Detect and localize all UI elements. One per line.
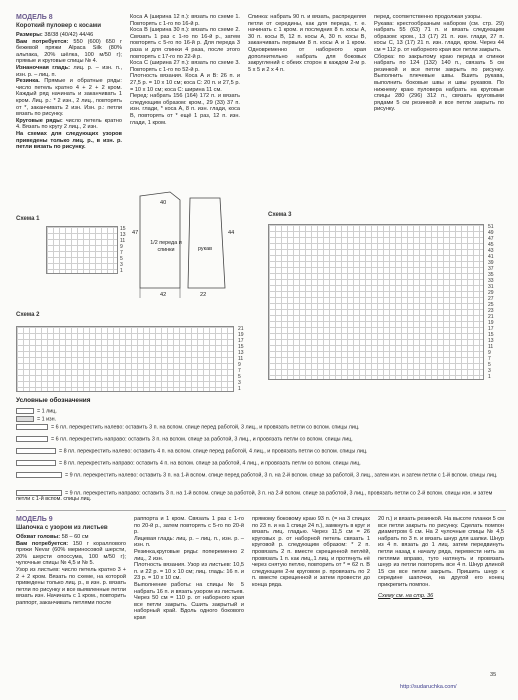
- circ-label: Круговые ряды:: [16, 117, 63, 124]
- dim-3: 47: [132, 230, 139, 236]
- dim-5: 40: [160, 200, 167, 206]
- pattern-sleeve-label: рукав: [198, 246, 212, 252]
- circ-text: число петель кратно 4. Вязать по кругу 2 лиц., 2 изн.: [16, 117, 122, 131]
- purl-text: лиц. р. – изн. п., изн. р. – лиц. п.: [16, 64, 122, 78]
- legend-symbol: [16, 424, 48, 430]
- back-text: Спинка: набрать 90 п. и вязать, распределяя петли от середины, как для переда, т. е. начинать с 1 кром. и последних 8 п. косы А, 30 п. косы В, 12 п. косы А, 30 п. косы В, заканчивать первыми 8 п. косы А и 1 кром. Одновременно от наборного края дополнительно набрать для боковых закруглений с обеих сторон в каждом 2-м р. 5 х 5 и 2 х 4 п.: [248, 14, 366, 73]
- m9-col2-text: раппорта и 1 кром. Связать 1 раз с 1-го по 20-й р., затем повторять с 5-го по 20-й р.: [134, 516, 244, 536]
- m9-density: Плотность вязания. Узор из листьев: 10,5 п. и 22 р. = 10 х 10 см; лиц. гладь: 16 п. и 23 р. = 10 х 10 см.: [134, 562, 244, 582]
- page-number: 35: [490, 672, 497, 678]
- legend-item: = 1 изн.: [16, 416, 56, 422]
- m9-col4-text: 20 п.) и вязать резинкой. На высоте планки 5 см все петли закрыть по рисунку. Сделать помпон диаметром 6 см. На 2 чулочные спицы № 4,5 набрать по 3 п. и вязать шнур для шапки. Шнур из 4 п. вязать до 1 лиц. затем передвинуть петли назад к началу ряда, перевести нить за петлями вправо, туго натянуть и провязать шнур из петли повторять все 4 п. Шнур длиной 15 см все петли закрыть. Пришить шнур к середине шапочки, на другой его конец прикрепить помпон.: [378, 516, 504, 588]
- legend-title: Условные обозначения: [16, 397, 91, 404]
- m9-pattern-text: Узор из листьев: число петель кратно 3 + 2 + 2 кром. Вязать по схеме, на которой приведены только лиц. р., в изн. р. вязать петли по рисунку и все выявленные петли вязать изн. Начинать с 1 кром., повторить раппорт, заканчивать петлями после: [16, 566, 126, 606]
- scheme3-row-numbers: 51 49 47 45 43 41 39 37 35 33 31 29 27 25 23 21 19 17 15 13 11 9 7 5 3 1: [488, 224, 494, 380]
- model9-subtitle: Шапочка с узором из листьев: [16, 524, 108, 531]
- rib-text: Прямые и обратные ряды: число петель кратно 4 + 2 + 2 кром. Каждый ряд начинать и заканчивать 1 кром. Лиц. р.: * 2 изн., 2 лиц., повторять от *, заканчивать 2 изн. Изн. р.: петли вязать по рисунку.: [16, 78, 122, 118]
- kosa-b-text: Коса В (ширина 30 п.): вязать по схеме 2. Связать 1 раз с 1-го по 16-й р., затем повторять с 5-го по 16-й р. Для переда 3 раза и для спинки 4 раза, после этого повторять с 17-го по 22-й р.: [130, 27, 240, 60]
- kosa-a-text: Коса А (ширина 12 п.): вязать по схеме 1. Повторять с 1-го по 16-й р.: [130, 14, 240, 27]
- source-url[interactable]: http://sudaruchka.com/: [400, 684, 457, 690]
- dim-4: 44: [228, 230, 235, 236]
- dim-2: 22: [200, 292, 207, 298]
- legend-symbol: [16, 436, 48, 442]
- model9-col3: [252, 516, 370, 589]
- materials-label: Вам потребуется:: [16, 38, 69, 45]
- model8-col4: [374, 14, 504, 113]
- schemes-note: На схемах для следующих узоров приведены только лиц. р., в изн. р. петли вязать по рисунку.: [16, 130, 122, 151]
- scheme1-grid: [46, 226, 118, 274]
- purl-label: Изнаночная гладь:: [16, 64, 70, 71]
- m9-col3-text: прямому боковому краю 93 п. (= на 3 спицах по 23 п. и на 1 спице 24 п.), замкнуть в круг и вязать лиц. гладью. Через 11,5 см = 26 круговых р. от наборной петель связать 1 круговой р. следующим образом: * 2 п. провязать 2 п. вместе скрещенной петлёй, провязать 1 п. как лиц.,1 лиц. и протянуть её через снятую петлю, повторить от * = 62 п. В следующем 2-м круговом р. провязать по 2 п. вместе скрещенной и затем провести до конца ряда.: [252, 516, 370, 588]
- m9-stockinette: Лицевая гладь: лиц. р. – лиц. п., изн. р. – изн. п.: [134, 535, 244, 549]
- m9-materials-label: Вам потребуется:: [16, 540, 69, 547]
- model8-col3: [248, 14, 366, 73]
- assembly-text: Сборка: по закрытому краю переда и спинки набрать по 124 (132) 140 п., связать 5 см резинкой и все петли закрыть по рисунку. Выполнить плечевые швы. Вшить рукава, выполнить боковые швы и швы рукавов. По нижнему краю пуловера набрать на круговые спицы 280 (296) 312 п., связать круговыми рядами 5 см резинкой и все петли закрыть по рисунку.: [374, 53, 504, 113]
- dim-1: 42: [160, 292, 167, 298]
- model8-title: МОДЕЛЬ 8: [16, 14, 53, 21]
- model9-col2: [134, 516, 244, 622]
- model9-title: МОДЕЛЬ 9: [16, 516, 53, 523]
- scheme1-label: Схема 1: [16, 216, 40, 222]
- scheme3-grid: [268, 224, 484, 380]
- scheme2-grid: [16, 326, 234, 392]
- model8-subtitle: Короткий пуловер с косами: [16, 22, 102, 29]
- front-text: Перед: набрать 156 (164) 172 п. и вязать следующим образом: кром., 29 (33) 37 п. изн. глади, * коса А, 8 п. изн. глади, коса В, повторять от * ещё 1 раз, 12 п. изн. глади, 1 кром.: [130, 93, 240, 126]
- kosa-c-text: Коса С (ширина 27 п.): вязать по схеме 3. Повторять с 1-го по 52-й р.: [130, 60, 240, 73]
- m9-circ: Резинка,круговые ряды: попеременно 2 лиц., 2 изн.: [134, 548, 244, 562]
- model8-col2: [130, 14, 240, 126]
- legend-item: = 6 пл. перекрестить налево: оставить 3 п. на вспом. спице перед работой, 3 лиц., и провязать петли со вспом. спицы лиц.: [16, 424, 360, 430]
- head-size-label: Обхват головы:: [16, 534, 61, 540]
- model9-col4: [378, 516, 504, 599]
- legend-symbol: [16, 416, 34, 422]
- legend-item: = 8 пл. перекрестить налево: оставить 4 п. на вспом. спице перед работой, 4 лиц., и провязать петли со вспом. спицы лиц.: [16, 448, 368, 454]
- neck-text: перед, соответственно продолжая узоры.: [374, 14, 482, 20]
- legend-item: = 9 пл. перекрестить налево: оставить 3 п. на 1-й вспом. спице перед работой, 3 п. на 2-й вспом. спице за работой, 3 лиц., затем изн. и затем петли с 1-й вспом. спицы лиц.: [16, 472, 506, 478]
- rib-label: Резинка.: [16, 78, 40, 85]
- section-divider: [16, 510, 506, 511]
- materials-text: 550 (600) 650 г бежевой пряжи Alpaca Silk (80% альпака, 20% шёлка, 100 м/50 г); прямые и круговые спицы № 4.: [16, 38, 122, 65]
- model8-col1: [16, 14, 122, 151]
- legend-item: = 1 лиц.: [16, 408, 57, 414]
- model9-col1: [16, 516, 126, 607]
- density-text: Плотность вязания. Коса А и В: 26 п. и 27,5 р. = 10 х 10 см; коса С: 20 п. и 27,5 р. = 10 х 10 см; коса С: ширина 11 см.: [130, 73, 240, 93]
- legend-symbol: [16, 472, 62, 478]
- legend-item: = 8 пл. перекрестить направо: оставить 4 п. на вспом. спице за работой, 4 лиц., и провязать петли со вспом. спицы лиц.: [16, 460, 361, 466]
- legend-symbol: [16, 408, 34, 414]
- sizes-value: 38/38 (40/42) 44/46: [44, 32, 94, 38]
- m9-materials-text: 150 г кораллового пряжи Nevar (60% мериносовой шерсти, 20% шерсти опоссума, 100 м/50 г); чулочные спицы № 4,5 и № 5.: [16, 540, 127, 567]
- sizes-label: Размеры:: [16, 32, 43, 38]
- scheme-reference: Схему см. на стр. 36: [378, 592, 434, 599]
- sleeves-text: Рукава: крестообразным набором (см. стр. 29) набрать 55 (63) 71 п. и вязать следующим образом: кром., 13 (17) 21 п. изн. глади, 27 п. косы С, 13 (17) 21 п. изн. глади, кром. Через 44 см = 112 р. от наборного края все петли закрыть.: [374, 20, 504, 53]
- pattern-half-label: 1/2 переда и спинки: [150, 240, 182, 253]
- legend-symbol: [16, 460, 56, 466]
- scheme3-label: Схема 3: [268, 212, 292, 218]
- legend-symbol: [16, 448, 56, 454]
- legend-item: = 6 пл. перекрестить направо: оставить 3 п. на вспом. спице за работой, 3 лиц., и провязать петли со вспом. спицы лиц.: [16, 436, 353, 442]
- m9-work: Выполнение работы: на спицы № 5 набрать 16 п. и вязать узором из листьев. Через 50 см = 110 р. от наборного края все петли закрыть. Сшить закрытый и наборный край. Вдоль одного бокового края: [134, 581, 244, 621]
- scheme1-row-numbers: 15 13 11 9 7 5 3 1: [120, 226, 126, 274]
- legend-item: = 9 пл. перекрестить направо: оставить 3 п. на 1-й вспом. спице за работой, 3 п. на 2-й вспом. спице за работой, 3 лиц., провязать петли со 2-й вспом. спицы изн. и затем петли с 1-й вспом. спицы лиц.: [16, 490, 493, 503]
- scheme2-label: Схема 2: [16, 312, 40, 318]
- head-size-value: 58 – 60 см: [61, 534, 89, 540]
- scheme2-row-numbers: 21 19 17 15 13 11 9 7 5 3 1: [238, 326, 244, 392]
